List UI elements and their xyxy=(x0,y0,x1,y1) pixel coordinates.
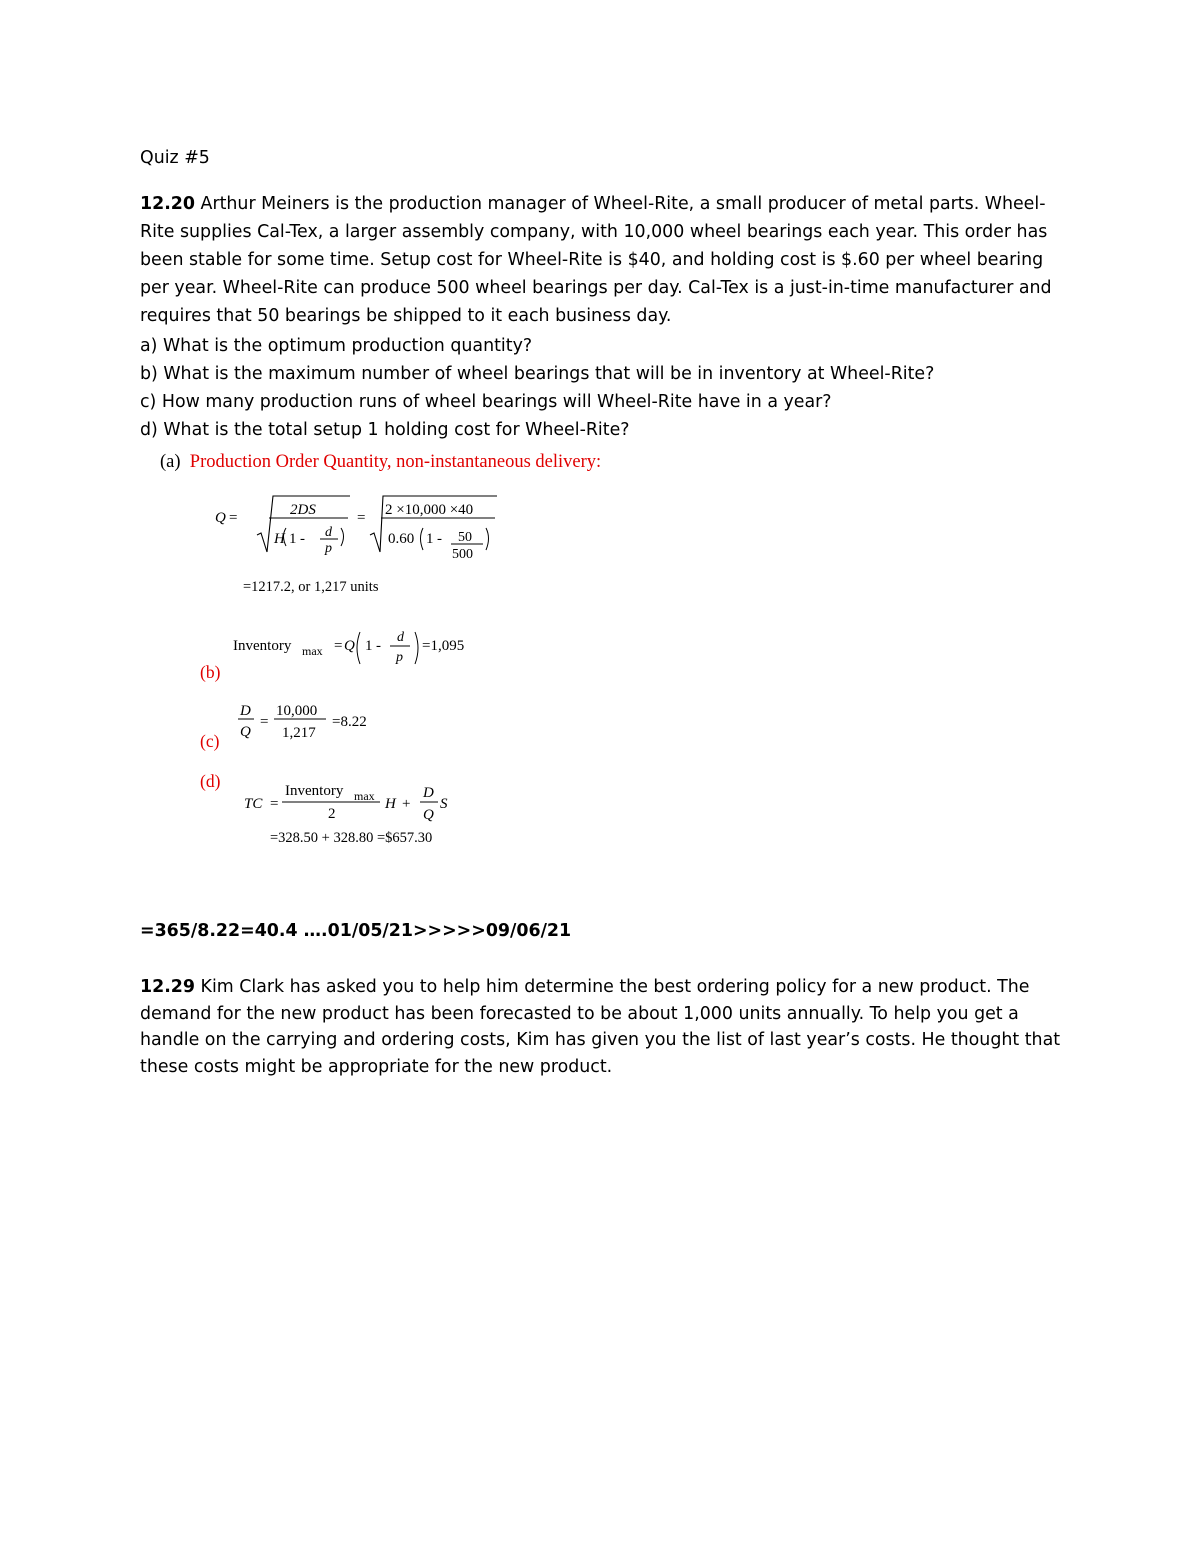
svg-text:+: + xyxy=(402,796,411,812)
q-variable: Q xyxy=(215,510,226,526)
svg-text:2DS: 2DS xyxy=(290,502,316,518)
svg-text:2: 2 xyxy=(328,806,336,822)
svg-text:=: = xyxy=(260,714,269,730)
svg-text:D: D xyxy=(423,785,434,801)
svg-text:S: S xyxy=(440,796,448,812)
quiz-title: Quiz #5 xyxy=(140,148,210,168)
total-cost-formula xyxy=(240,775,470,825)
svg-text:=8.22: =8.22 xyxy=(332,714,367,730)
label-b: (b) xyxy=(200,662,221,682)
svg-text:max: max xyxy=(302,644,323,658)
problem-12-20-line-3: been stable for some time. Setup cost for Wheel-Rite is $40, and holding cost is $.60 per wheel bearing xyxy=(140,250,1044,270)
answer-d: =328.50 + 328.80 =$657.30 xyxy=(270,830,433,846)
svg-text:50: 50 xyxy=(458,530,472,545)
svg-text:-: - xyxy=(300,531,305,547)
label-c: (c) xyxy=(200,731,220,751)
svg-text:-: - xyxy=(437,531,442,547)
question-c: c) How many production runs of wheel bearings will Wheel-Rite have in a year? xyxy=(140,392,832,412)
svg-text:=: = xyxy=(357,510,366,526)
svg-text:=1,095: =1,095 xyxy=(422,638,465,654)
svg-text:TC: TC xyxy=(244,796,263,812)
svg-text:0.60: 0.60 xyxy=(388,531,415,547)
svg-text:=: = xyxy=(229,510,238,526)
epq-formula xyxy=(215,490,515,570)
svg-text:=: = xyxy=(334,638,343,654)
solution-a-heading: (a) Production Order Quantity, non-instantaneous delivery: xyxy=(160,452,602,472)
svg-text:Q: Q xyxy=(344,638,355,654)
question-d: d) What is the total setup 1 holding cost for Wheel-Rite? xyxy=(140,420,630,440)
problem-number: 12.29 xyxy=(140,977,196,997)
svg-text:Q: Q xyxy=(240,724,251,740)
problem-12-29-line-3: handle on the carrying and ordering costs, Kim has given you the list of last year’s costs. He thought that xyxy=(140,1030,1061,1050)
svg-text:H: H xyxy=(274,531,285,547)
problem-12-20-line-1: 12.20 Arthur Meiners is the production manager of Wheel-Rite, a small producer of metal parts. Wheel- xyxy=(140,194,1046,214)
answer-a: =1217.2, or 1,217 units xyxy=(243,579,379,595)
svg-text:p: p xyxy=(325,541,332,556)
svg-text:1: 1 xyxy=(426,531,434,547)
svg-text:Q: Q xyxy=(423,807,434,823)
svg-text:-: - xyxy=(376,638,381,654)
runs-calculation-note: =365/8.22=40.4 ….01/05/21>>>>>09/06/21 xyxy=(140,921,572,941)
svg-text:d: d xyxy=(325,525,332,540)
problem-number: 12.20 xyxy=(140,194,196,214)
question-a: a) What is the optimum production quantity? xyxy=(140,336,533,356)
svg-text:D: D xyxy=(240,703,251,719)
question-b: b) What is the maximum number of wheel bearings that will be in inventory at Wheel-Rite? xyxy=(140,364,935,384)
svg-text:p: p xyxy=(396,650,403,665)
inventory-max-formula xyxy=(230,620,490,675)
svg-text:500: 500 xyxy=(452,547,473,562)
svg-text:max: max xyxy=(354,789,375,803)
problem-12-29-line-2: demand for the new product has been forecasted to be about 1,000 units annually. To help you get a xyxy=(140,1004,1019,1024)
problem-12-20-line-4: per year. Wheel-Rite can produce 500 wheel bearings per day. Cal-Tex is a just-in-time manufacturer and xyxy=(140,278,1052,298)
svg-text:=: = xyxy=(270,796,279,812)
svg-text:1: 1 xyxy=(365,638,373,654)
problem-12-20-line-5: requires that 50 bearings be shipped to it each business day. xyxy=(140,306,672,326)
svg-text:d: d xyxy=(397,630,404,645)
svg-text:2 ×10,000 ×40: 2 ×10,000 ×40 xyxy=(385,502,474,518)
svg-text:1,217: 1,217 xyxy=(282,725,316,741)
svg-text:1: 1 xyxy=(289,531,297,547)
svg-text:H: H xyxy=(385,796,396,812)
svg-text:Inventory: Inventory xyxy=(285,783,344,799)
svg-text:Inventory: Inventory xyxy=(233,638,292,654)
svg-text:10,000: 10,000 xyxy=(276,703,318,719)
problem-12-29-line-4: these costs might be appropriate for the new product. xyxy=(140,1057,613,1077)
runs-formula xyxy=(230,698,400,746)
problem-12-20-line-2: Rite supplies Cal-Tex, a larger assembly company, with 10,000 wheel bearings each year. This order has xyxy=(140,222,1048,242)
label-d: (d) xyxy=(200,771,221,791)
problem-12-29-line-1: 12.29 Kim Clark has asked you to help him determine the best ordering policy for a new product. The xyxy=(140,977,1030,997)
